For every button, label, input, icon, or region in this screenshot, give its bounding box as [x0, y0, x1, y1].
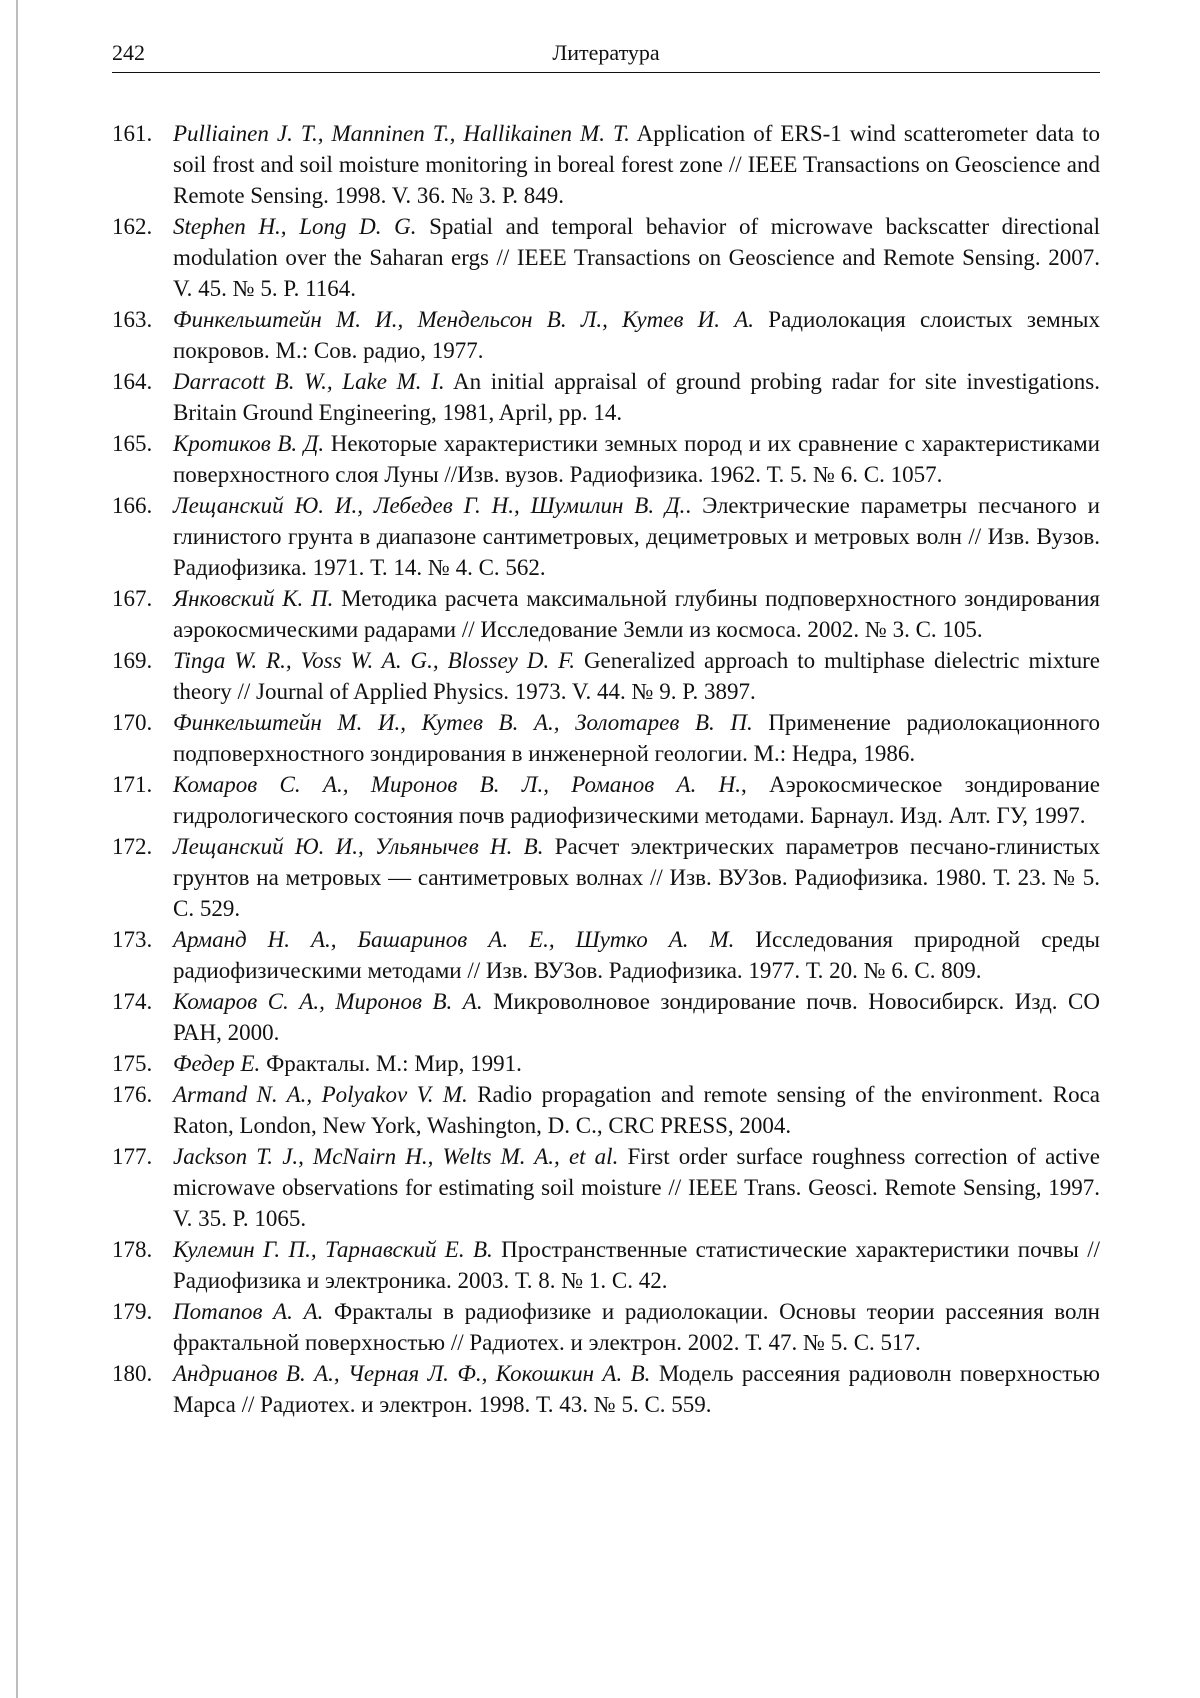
reference-text	[173, 118, 1100, 211]
reference-number: 167.	[112, 586, 153, 611]
reference-text	[173, 366, 1100, 428]
running-title: Литература	[552, 40, 660, 65]
reference-authors: Jackson T. J., McNairn H., Welts M. A., et al.	[173, 1144, 619, 1169]
reference-number: 165.	[112, 431, 153, 456]
reference-item	[112, 1358, 1100, 1420]
reference-body: , Аэрокосмическое зондирование гидрологического состояния почв радиофизическими методами. Барнаул. Изд. Алт. ГУ, 1997.	[173, 772, 1101, 828]
reference-body: Пространственные статистические характеристики почвы // Радиофизика и электроника. 2003. Т. 8. № 1. С. 42.	[173, 1237, 1100, 1293]
reference-body: Исследования природной среды радиофизическими методами // Изв. ВУЗов. Радиофизика. 1977. Т. 20. № 6. С. 809.	[173, 927, 1100, 983]
page-number: 242	[112, 40, 145, 65]
reference-text	[173, 1079, 1100, 1141]
reference-body: Фракталы в радиофизике и радиолокации. Основы теории рассеяния волн фрактальной поверхностью // Радиотех. и электрон. 2002. Т. 47. № 5. С. 517.	[173, 1299, 1100, 1355]
reference-authors: Комаров С. А., Миронов В. Л., Романов А. Н.	[173, 772, 742, 797]
reference-item	[112, 1141, 1100, 1234]
reference-authors: Финкельштейн М. И., Кутев В. А., Золотарев В. П.	[173, 710, 753, 735]
reference-authors: Лещанский Ю. И., Ульянычев Н. В.	[173, 834, 544, 859]
reference-number: 174.	[112, 989, 153, 1014]
reference-item	[112, 1048, 1100, 1079]
reference-text	[173, 924, 1100, 986]
reference-body: . Электрические параметры песчаного и глинистого грунта в диапазоне сантиметровых, дециметровых и метровых волн // Изв. Вузов. Радиофизика. 1971. Т. 14. № 4. С. 562.	[173, 493, 1100, 580]
reference-item	[112, 769, 1100, 831]
reference-item	[112, 366, 1100, 428]
reference-text	[173, 645, 1100, 707]
reference-item	[112, 490, 1100, 583]
reference-text	[173, 211, 1100, 304]
reference-body: Модель рассеяния радиоволн поверхностью Марса // Радиотех. и электрон. 1998. Т. 43. № 5. С. 559.	[173, 1361, 1100, 1417]
reference-authors: Андрианов В. А., Черная Л. Ф., Кокошкин А. В.	[173, 1361, 651, 1386]
reference-body: Микроволновое зондирование почв. Новосибирск. Изд. СО РАН, 2000.	[173, 989, 1100, 1045]
reference-item	[112, 1234, 1100, 1296]
reference-number: 171.	[112, 772, 153, 797]
reference-text	[173, 1234, 1100, 1296]
page-header	[112, 38, 1100, 73]
reference-authors: Stephen H., Long D. G.	[173, 214, 417, 239]
reference-text	[173, 304, 1100, 366]
reference-text	[173, 1141, 1100, 1234]
reference-number: 180.	[112, 1361, 153, 1386]
reference-text	[173, 490, 1100, 583]
reference-number: 163.	[112, 307, 153, 332]
reference-number: 179.	[112, 1299, 153, 1324]
reference-authors: Янковский К. П.	[173, 586, 334, 611]
reference-item	[112, 645, 1100, 707]
reference-text	[173, 428, 1100, 490]
reference-body: Spatial and temporal behavior of microwave backscatter directional modulation over the Saharan ergs // IEEE Transactions on Geoscience and Remote Sensing. 2007. V. 45. № 5. P. 1164.	[173, 214, 1100, 301]
reference-item	[112, 428, 1100, 490]
reference-item	[112, 211, 1100, 304]
reference-body: Применение радиолокационного подповерхностного зондирования в инженерной геологии. М.: Недра, 1986.	[173, 710, 1100, 766]
reference-number: 178.	[112, 1237, 153, 1262]
reference-text	[173, 831, 1100, 924]
reference-item	[112, 118, 1100, 211]
reference-text	[173, 583, 1100, 645]
reference-body: Некоторые характеристики земных пород и их сравнение с характеристиками поверхностного слоя Луны //Изв. вузов. Радиофизика. 1962. Т. 5. № 6. С. 1057.	[173, 431, 1100, 487]
reference-number: 176.	[112, 1082, 153, 1107]
reference-authors: Tinga W. R., Voss W. A. G., Blossey D. F.	[173, 648, 575, 673]
reference-number: 169.	[112, 648, 153, 673]
reference-number: 175.	[112, 1051, 153, 1076]
reference-item	[112, 1296, 1100, 1358]
reference-text	[173, 769, 1100, 831]
reference-authors: Финкельштейн М. И., Мендельсон В. Л., Кутев И. А.	[173, 307, 755, 332]
reference-authors: Федер Е.	[173, 1051, 261, 1076]
reference-body: Расчет электрических параметров песчано-глинистых грунтов на метровых — сантиметровых волнах // Изв. ВУЗов. Радиофизика. 1980. Т. 23. № 5. С. 529.	[173, 834, 1100, 921]
reference-item	[112, 707, 1100, 769]
reference-number: 161.	[112, 121, 153, 146]
reference-body: First order surface roughness correction of active microwave observations for estimating soil moisture // IEEE Trans. Geosci. Remote Sensing, 1997. V. 35. P. 1065.	[173, 1144, 1100, 1231]
reference-text	[173, 1048, 1100, 1079]
reference-authors: Кулемин Г. П., Тарнавский Е. В.	[173, 1237, 493, 1262]
reference-item	[112, 831, 1100, 924]
reference-text	[173, 707, 1100, 769]
reference-body: Методика расчета максимальной глубины подповерхностного зондирования аэрокосмическими радарами // Исследование Земли из космоса. 2002. № 3. С. 105.	[173, 586, 1100, 642]
reference-number: 170.	[112, 710, 153, 735]
reference-body: Radio propagation and remote sensing of the environment. Roca Raton, London, New York, Washington, D. C., CRC PRESS, 2004.	[173, 1082, 1100, 1138]
reference-number: 166.	[112, 493, 153, 518]
reference-text	[173, 1296, 1100, 1358]
reference-body: An initial appraisal of ground probing radar for site investigations. Britain Ground Engineering, 1981, April, pp. 14.	[173, 369, 1100, 425]
reference-authors: Armand N. A., Polyakov V. M.	[173, 1082, 468, 1107]
reference-authors: Потапов А. А.	[173, 1299, 324, 1324]
reference-item	[112, 304, 1100, 366]
reference-body: Generalized approach to multiphase dielectric mixture theory // Journal of Applied Physics. 1973. V. 44. № 9. P. 3897.	[173, 648, 1100, 704]
reference-number: 172.	[112, 834, 153, 859]
reference-authors: Лещанский Ю. И., Лебедев Г. Н., Шумилин В. Д.	[173, 493, 686, 518]
reference-list	[112, 118, 1100, 1420]
reference-authors: Арманд Н. А., Башаринов А. Е., Шутко А. М.	[173, 927, 735, 952]
reference-number: 173.	[112, 927, 153, 952]
reference-body: Фракталы. М.: Мир, 1991.	[260, 1051, 522, 1076]
reference-authors: Darracott B. W., Lake M. I.	[173, 369, 445, 394]
reference-body: Радиолокация слоистых земных покровов. М.: Сов. радио, 1977.	[173, 307, 1100, 363]
reference-number: 162.	[112, 214, 153, 239]
reference-number: 177.	[112, 1144, 153, 1169]
reference-body: Application of ERS-1 wind scatterometer data to soil frost and soil moisture monitoring in boreal forest zone // IEEE Transactions on Geoscience and Remote Sensing. 1998. V. 36. № 3. P. 849.	[173, 121, 1100, 208]
reference-authors: Pulliainen J. T., Manninen T., Hallikainen M. T.	[173, 121, 630, 146]
reference-text	[173, 986, 1100, 1048]
reference-authors: Кротиков В. Д.	[173, 431, 325, 456]
reference-authors: Комаров С. А., Миронов В. А.	[173, 989, 483, 1014]
reference-item	[112, 986, 1100, 1048]
reference-number: 164.	[112, 369, 153, 394]
reference-text	[173, 1358, 1100, 1420]
reference-item	[112, 583, 1100, 645]
reference-item	[112, 1079, 1100, 1141]
reference-item	[112, 924, 1100, 986]
